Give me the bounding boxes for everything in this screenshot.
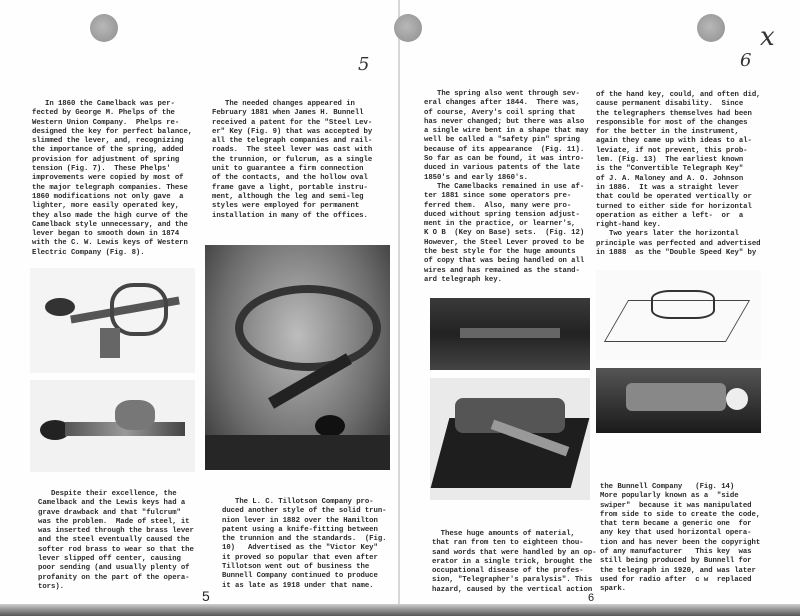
text-line: In 1860 the Camelback was per- [32, 100, 175, 108]
figure-14-double-speed-key-photo [596, 368, 761, 433]
text-block-left-col1-top [32, 100, 192, 258]
text-line: lighter, more easily operated key, [32, 202, 180, 211]
text-line: profanity on the part of the opera- [38, 573, 190, 582]
text-line: Electric Company (Fig. 8). [32, 248, 145, 257]
text-line: cause permanent disability. Since [596, 100, 744, 109]
text-line: the major telegraph companies. These [32, 183, 188, 192]
text-line: the importance of the spring, added [32, 146, 184, 155]
text-line: However, the Steel Lever proved to be [424, 238, 585, 247]
text-line: and the steel eventually caused the [38, 536, 190, 545]
text-line: duced without spring tension adjust- [424, 210, 580, 219]
text-line: it as late as 1918 under that name. [222, 581, 374, 590]
text-line: of any manufacturer This key was [600, 548, 752, 557]
page-gutter [398, 0, 400, 606]
handwritten-mark: x [760, 22, 775, 52]
text-line: unit to guarantee a firm connection [212, 165, 364, 174]
text-line: The L. C. Tillotson Company pro- [222, 498, 374, 506]
figure-9-steel-lever-key-photo [205, 245, 390, 470]
text-line: was the problem. Made of steel, it [38, 517, 190, 526]
text-line: the Bunnell Company (Fig. 14) [600, 483, 735, 491]
text-line: slimmed the lever, and, recognizing [32, 137, 184, 146]
text-line: duced in various patents of the late [424, 164, 580, 173]
text-line: sand words that were handled by an op- [432, 548, 597, 557]
text-block-right-col2-bottom [600, 483, 760, 595]
text-line: with the C. W. Lewis keys of Western [32, 239, 188, 248]
text-block-right-col1-top [424, 90, 589, 285]
text-line: of the contacts, and the hollow oval [212, 174, 368, 183]
text-line: Camelback style unnecessary, and the [32, 220, 188, 229]
text-line: a single wire bent in a shape that may [424, 127, 589, 136]
text-line: K O B (Key on Base) sets. (Fig. 12) [424, 229, 585, 238]
text-line: fected by George M. Phelps of the [32, 109, 175, 118]
scanner-edge [0, 604, 800, 616]
text-line: provision for adjustment of spring [32, 155, 180, 164]
text-line: More popularly known as a "side [600, 492, 739, 501]
text-line: The Camelbacks remained in use af- [424, 182, 585, 191]
text-line: spark. [600, 585, 626, 594]
text-line: occupational disease of the profes- [432, 567, 584, 576]
text-line: The needed changes appeared in [212, 100, 355, 108]
text-line: has never changed; but there was also [424, 117, 585, 126]
text-line: of J. A. Maloney and A. O. Johnson [596, 174, 744, 183]
text-line: is the "Convertible Telegraph Key" [596, 165, 744, 174]
text-line: wires and has remained as the stand- [424, 266, 580, 275]
text-line: 1860 modifications not only gave a [32, 192, 184, 201]
text-line: Bunnell Company continued to produce [222, 572, 378, 581]
text-line: of course, Avery's coil spring that [424, 108, 576, 117]
text-line: because of its appearance (Fig. 11). [424, 145, 585, 154]
text-line: it proved so popular that even after [222, 553, 378, 562]
text-line: ment in the practice, or learner's, [424, 220, 576, 229]
text-line: improvements were copied by most of [32, 174, 184, 183]
punch-hole [697, 14, 725, 42]
text-line: of the hand key, could, and often did, [596, 91, 761, 99]
text-line: lever began to smooth down in 1874 [32, 230, 180, 239]
text-line: Two years later the horizontal [596, 230, 739, 239]
text-line: that could be operated vertically or [596, 193, 752, 202]
text-line: ferred them. Also, many were pro- [424, 201, 572, 210]
text-line: The spring also went through sev- [424, 90, 580, 98]
text-line: styles were employed for permanent [212, 202, 360, 211]
text-line: patent using a knife-fitting between [222, 525, 378, 534]
text-line: from side to side to create the code, [600, 510, 761, 519]
text-line: still being produced by Bunnell for [600, 557, 752, 566]
text-line: all the telegraph companies and rail- [212, 137, 373, 146]
figure-13-convertible-key-drawing [596, 270, 761, 360]
text-line: tion and has never been the copyright [600, 538, 761, 547]
figure-7-telegraph-key-photo [30, 268, 195, 373]
text-line: erator in a single trick, brought the [432, 557, 593, 566]
text-line: poor sending (and usually plenty of [38, 564, 190, 573]
text-line: grave drawback and that "fulcrum" [38, 508, 181, 517]
text-line: used for radio after c w replaced [600, 575, 752, 584]
text-line: Camelback and the Lewis keys had a [38, 499, 186, 508]
text-line: softer rod brass to wear so that the [38, 545, 194, 554]
text-block-left-col2-top [212, 100, 372, 221]
text-line: operation as either a left- or a [596, 211, 744, 220]
text-line: designed the key for perfect balance, [32, 127, 193, 136]
text-line: hazard, caused by the vertical action [432, 585, 593, 594]
punch-hole [394, 14, 422, 42]
text-line: er" Key (Fig. 9) that was accepted by [212, 127, 373, 136]
text-line: Western Union Company. Phelps re- [32, 118, 180, 127]
text-line: swiper" because it was manipulated [600, 501, 752, 510]
text-block-right-col2-top [596, 91, 761, 258]
text-line: ard telegraph key. [424, 275, 502, 284]
text-block-left-col1-bottom [38, 490, 194, 592]
text-line: principle was perfected and advertised [596, 239, 761, 248]
text-line: roads. The steel lever was cast with [212, 146, 373, 155]
text-line: tension (Fig. 7). These Phelps' [32, 165, 171, 174]
text-line: These huge amounts of material, [432, 530, 575, 538]
text-line: the trunnion and the standards. (Fig. [222, 535, 387, 544]
text-line: that term became a generic one for [600, 520, 752, 529]
page-number-left: 5 [202, 588, 210, 604]
text-block-left-col2-bottom [222, 498, 387, 591]
text-line: responsible for most of the changes [596, 118, 748, 127]
page-number-right: 6 [588, 592, 595, 604]
text-line: tors). [38, 582, 64, 591]
text-line: received a patent for the "Steel Lev- [212, 118, 373, 127]
text-line: lem. (Fig. 13) The earliest known [596, 156, 744, 165]
text-line: sion, "Telegrapher's paralysis". This [432, 576, 593, 585]
text-line: lever slipped off center, causing [38, 555, 181, 564]
text-line: eral changes after 1844. There was, [424, 99, 580, 108]
text-block-right-col1-bottom [432, 530, 597, 595]
figure-12-kob-set-photo [430, 378, 590, 500]
text-line: ment, although the leg and semi-leg [212, 192, 364, 201]
text-line: again they came up with ideas to al- [596, 137, 752, 146]
text-line: well be called a "safety pin" spring [424, 136, 580, 145]
text-line: the telegraph in 1920, and was later [600, 566, 756, 575]
text-line: duced another style of the solid trun- [222, 507, 387, 516]
text-line: of copy that was being handled on all [424, 257, 585, 266]
text-line: 10) Advertised as the "Victor Key" [222, 544, 378, 553]
figure-8-telegraph-key-photo [30, 380, 195, 472]
text-line: leviate, if not prevent, this prob- [596, 146, 748, 155]
text-line: right-hand key. [596, 221, 661, 230]
text-line: turned to either side for horizontal [596, 202, 752, 211]
text-line: the best style for the huge amounts [424, 248, 576, 257]
text-line: any key that used horizontal opera- [600, 529, 752, 538]
text-line: So far as can be found, it was intro- [424, 155, 585, 164]
text-line: the trunnion, or fulcrum, as a single [212, 155, 373, 164]
punch-hole [90, 14, 118, 42]
text-line: February 1881 when James H. Bunnell [212, 109, 364, 118]
text-line: frame gave a light, portable instru- [212, 183, 368, 192]
text-line: nion lever in 1882 over the Hamilton [222, 516, 378, 525]
text-line: 1850's and early 1860's. [424, 173, 528, 182]
text-line: ter 1881 since some operators pre- [424, 192, 572, 201]
text-line: Despite their excellence, the [38, 490, 177, 498]
text-line: for the better in the instrument, [596, 128, 739, 137]
handwritten-page-number-right: 6 [740, 50, 752, 71]
text-line: in 1888 as the "Double Speed Key" by [596, 249, 757, 258]
text-line: the telegraphers themselves had been [596, 109, 752, 118]
text-line: was inserted through the brass lever [38, 527, 194, 536]
text-line: in 1886. It was a straight lever [596, 183, 739, 192]
text-line: they also made the high curve of the [32, 211, 188, 220]
text-line: installation in many of the offices. [212, 211, 368, 220]
figure-11-photo [430, 298, 590, 370]
text-line: that ran from ten to eighteen thou- [432, 539, 584, 548]
handwritten-page-number-left: 5 [358, 54, 370, 75]
text-line: Tillotson went out of business the [222, 563, 370, 572]
